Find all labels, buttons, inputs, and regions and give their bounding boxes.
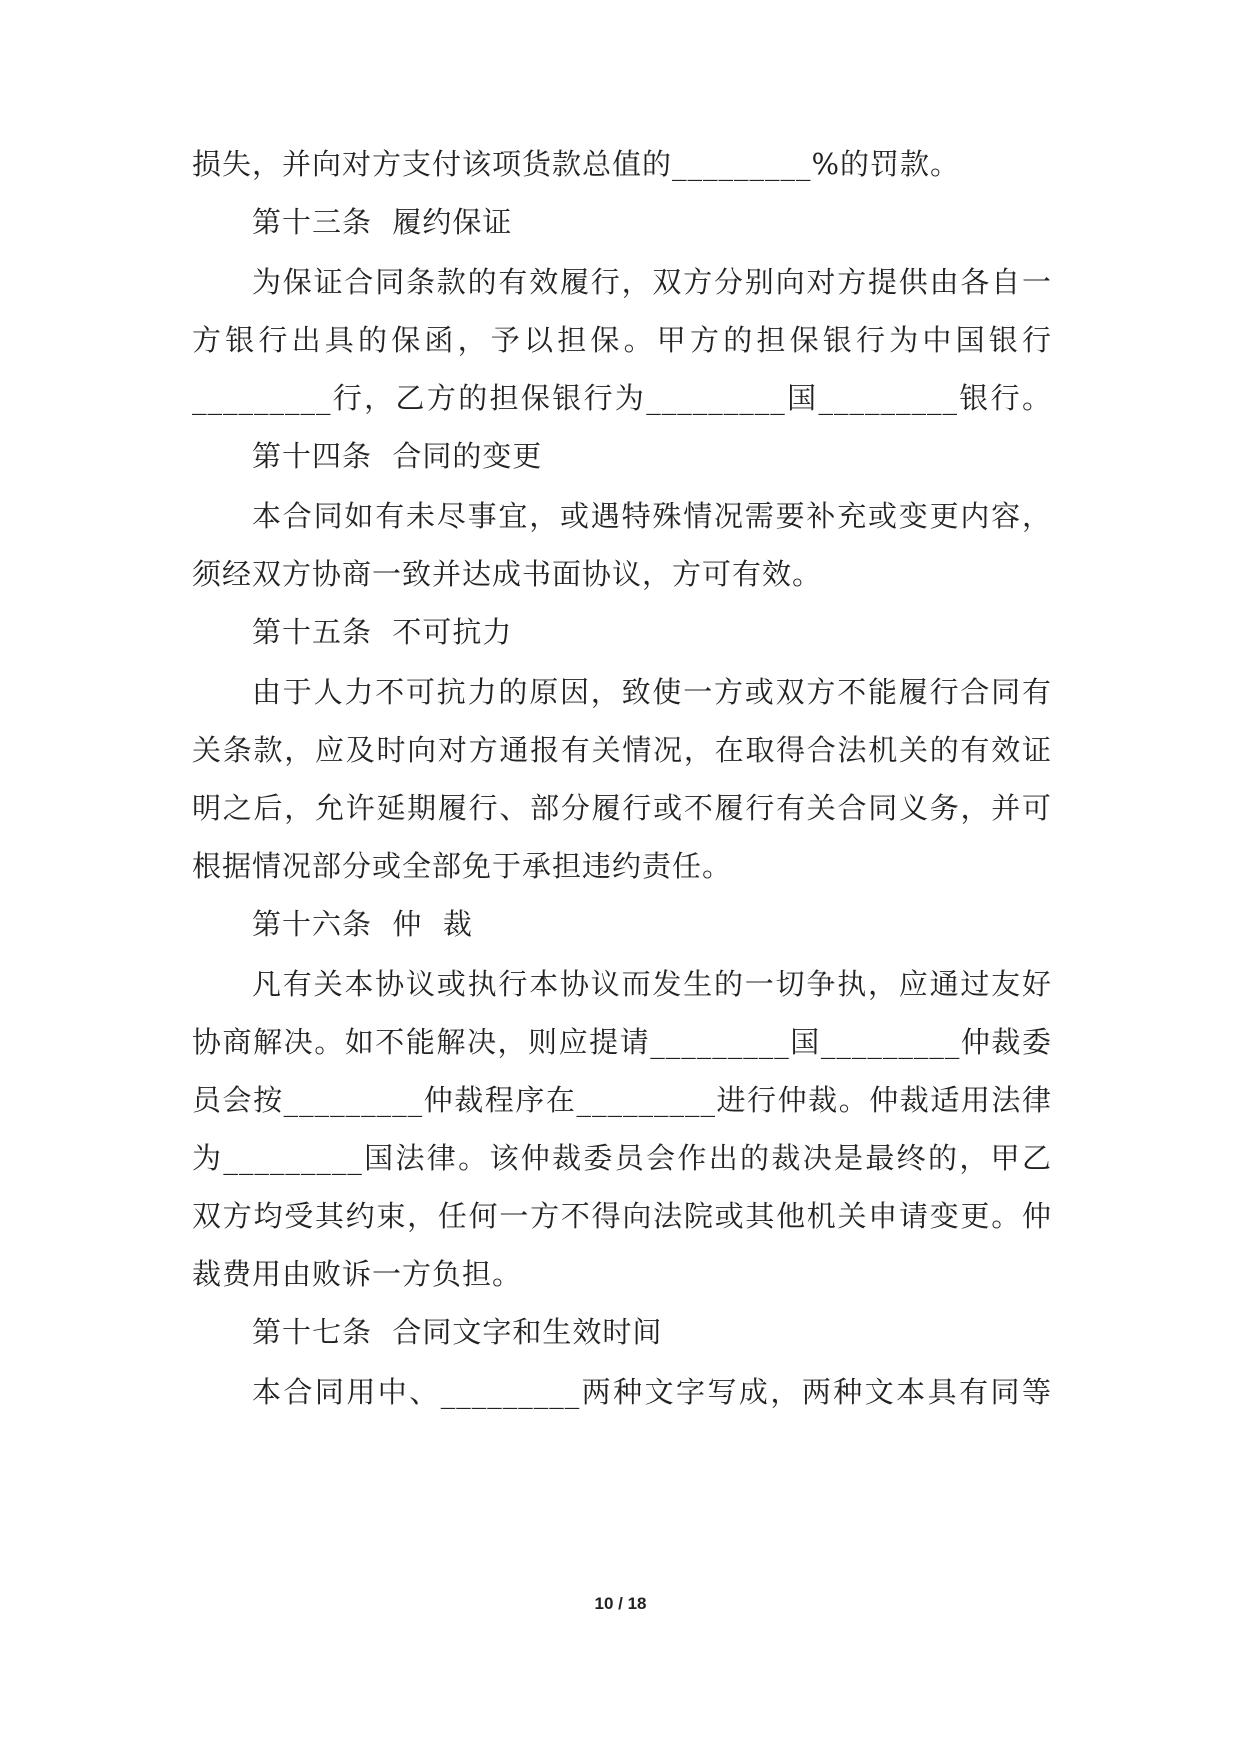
paragraph-line: 本合同用中、_________两种文字写成，两种文本具有同等 (252, 1375, 1052, 1409)
paragraph-line: 裁费用由败诉一方负担。 (192, 1257, 523, 1291)
paragraph-line: 为_________国法律。该仲裁委员会作出的裁决是最终的，甲乙 (192, 1141, 1052, 1175)
paragraph-line: 明之后，允许延期履行、部分履行或不履行有关合同义务，并可 (192, 791, 1052, 825)
paragraph-line: 关条款，应及时向对方通报有关情况，在取得合法机关的有效证 (192, 733, 1052, 767)
paragraph-line: 凡有关本协议或执行本协议而发生的一切争执，应通过友好 (252, 967, 1052, 1001)
paragraph-line: _________行，乙方的担保银行为_________国_________银行。 (192, 381, 1052, 415)
paragraph-line: 须经双方协商一致并达成书面协议，方可有效。 (192, 557, 823, 591)
paragraph-line: 损失，并向对方支付该项货款总值的_________%的罚款。 (192, 147, 961, 181)
page-number: 10 / 18 (594, 1594, 647, 1613)
clause-17-heading: 第十七条 合同文字和生效时间 (252, 1315, 663, 1349)
paragraph-line: 方银行出具的保函，予以担保。甲方的担保银行为中国银行 (192, 323, 1052, 357)
paragraph-line: 为保证合同条款的有效履行，双方分别向对方提供由各自一 (252, 265, 1052, 299)
paragraph-line: 根据情况部分或全部免于承担违约责任。 (192, 849, 733, 883)
paragraph-line: 本合同如有未尽事宜，或遇特殊情况需要补充或变更内容， (252, 499, 1052, 533)
paragraph-line: 协商解决。如不能解决，则应提请_________国_________仲裁委 (192, 1025, 1052, 1059)
paragraph-line: 由于人力不可抗力的原因，致使一方或双方不能履行合同有 (252, 675, 1052, 709)
clause-16-heading: 第十六条 仲 裁 (252, 907, 473, 941)
clause-15-heading: 第十五条 不可抗力 (252, 615, 513, 649)
clause-14-heading: 第十四条 合同的变更 (252, 439, 543, 473)
clause-13-heading: 第十三条 履约保证 (252, 205, 513, 239)
paragraph-line: 员会按_________仲裁程序在_________进行仲裁。仲裁适用法律 (192, 1083, 1052, 1117)
paragraph-line: 双方均受其约束，任何一方不得向法院或其他机关申请变更。仲 (192, 1199, 1052, 1233)
